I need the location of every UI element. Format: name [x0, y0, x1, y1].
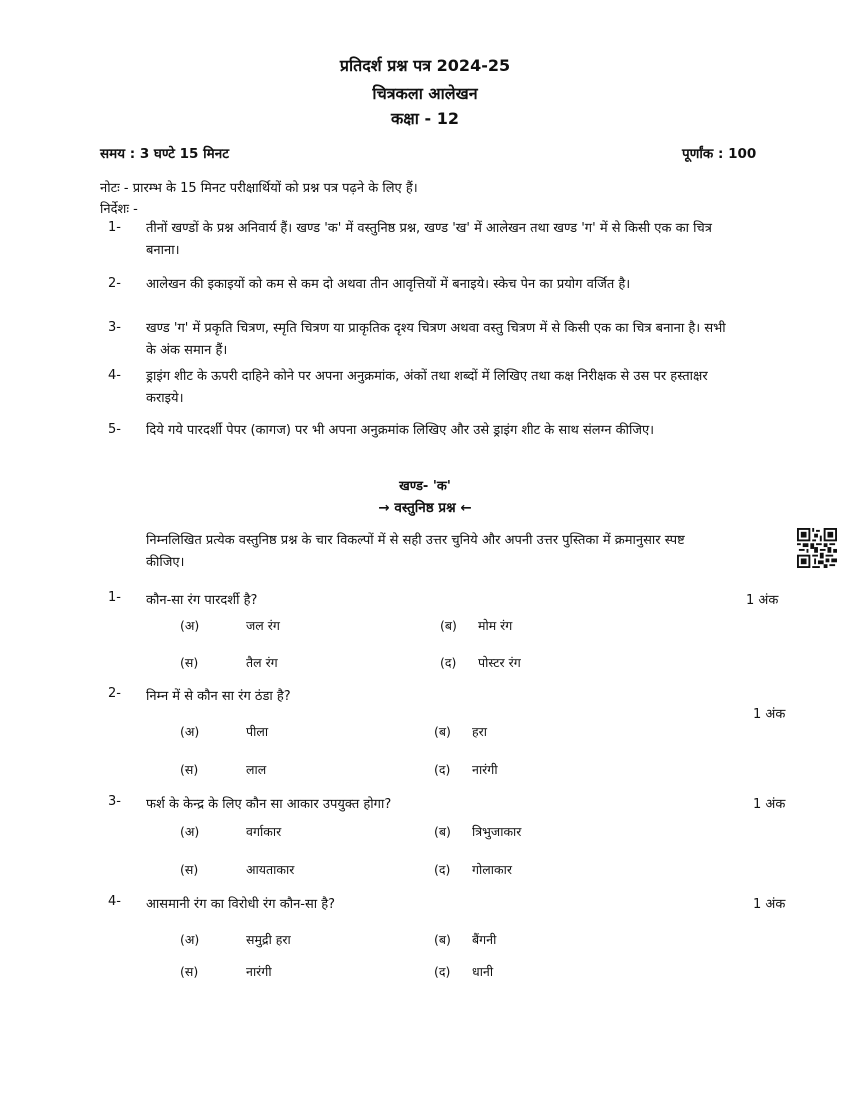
option-label: (द)	[434, 964, 451, 979]
option-label: (स)	[180, 964, 199, 979]
paper-title: प्रतिदर्श प्रश्न पत्र 2024-25	[339, 56, 511, 75]
directions-label: निर्देशः -	[100, 202, 138, 217]
option-text: वर्गाकार	[246, 824, 282, 839]
question-number: 1-	[108, 590, 121, 605]
option-label: (स)	[180, 762, 199, 777]
direction-number: 1-	[108, 220, 121, 235]
option-text: नारंगी	[472, 762, 498, 777]
direction-text: तीनों खण्डों के प्रश्न अनिवार्य हैं। खण्ड 'क' में वस्तुनिष्ठ प्रश्न, खण्ड 'ख' में आलेखन तथा खण्ड 'ग' में से किसी एक का चित्र बनाना।	[146, 221, 712, 258]
option-text: पोस्टर रंग	[478, 655, 521, 670]
question-text: कौन-सा रंग पारदर्शी है?	[146, 593, 258, 608]
question-text: निम्न में से कौन सा रंग ठंडा है?	[146, 689, 291, 704]
option-text: लाल	[246, 762, 267, 777]
section-subtitle: → वस्तुनिष्ठ प्रश्न ←	[378, 500, 472, 516]
direction-text: खण्ड 'ग' में प्रकृति चित्रण, स्मृति चित्रण या प्राकृतिक दृश्य चित्रण अथवा वस्तु चित्रण में से किसी एक का चित्र बनाना है। सभी के अंक समान हैं।	[146, 321, 726, 358]
option-text: नारंगी	[246, 964, 272, 979]
section-title: खण्ड- 'क'	[399, 479, 451, 494]
subject-title: चित्रकला आलेखन	[372, 84, 478, 103]
question-number: 4-	[108, 894, 121, 909]
total-marks: पूर्णांक : 100	[682, 146, 757, 162]
option-text: धानी	[472, 964, 494, 979]
option-label: (स)	[180, 862, 199, 877]
option-text: मोम रंग	[478, 618, 513, 633]
question-number: 3-	[108, 794, 121, 809]
direction-text: आलेखन की इकाइयों को कम से कम दो अथवा तीन आवृत्तियों में बनाइये। स्केच पेन का प्रयोग वर्जित है।	[146, 277, 631, 292]
option-text: गोलाकार	[472, 862, 512, 877]
option-label: (अ)	[180, 824, 200, 839]
option-text: बैंगनी	[472, 932, 497, 947]
direction-number: 3-	[108, 320, 121, 335]
direction-number: 5-	[108, 422, 121, 437]
option-label: (द)	[434, 762, 451, 777]
option-text: हरा	[472, 724, 487, 739]
direction-number: 2-	[108, 276, 121, 291]
question-marks: 1 अंक	[746, 593, 779, 608]
option-label: (ब)	[434, 932, 451, 947]
option-text: त्रिभुजाकार	[472, 824, 522, 839]
option-label: (स)	[180, 655, 199, 670]
direction-text: दिये गये पारदर्शी पेपर (कागज) पर भी अपना अनुक्रमांक लिखिए और उसे ड्राइंग शीट के साथ संलग्न कीजिए।	[146, 423, 655, 438]
question-text: आसमानी रंग का विरोधी रंग कौन-सा है?	[146, 897, 336, 912]
option-label: (अ)	[180, 932, 200, 947]
question-number: 2-	[108, 686, 121, 701]
class-label: कक्षा - 12	[391, 109, 459, 128]
qr-code-icon	[797, 527, 837, 569]
direction-text: ड्राइंग शीट के ऊपरी दाहिने कोने पर अपना अनुक्रमांक, अंकों तथा शब्दों में लिखिए तथा कक्ष निरीक्षक से उस पर हस्ताक्षर कराइये।	[146, 369, 708, 406]
direction-number: 4-	[108, 368, 121, 383]
option-text: जल रंग	[246, 618, 280, 633]
option-label: (अ)	[180, 724, 200, 739]
option-text: पीला	[246, 724, 269, 739]
option-text: समुद्री हरा	[246, 932, 291, 947]
note-text: नोटः - प्रारम्भ के 15 मिनट परीक्षार्थियों को प्रश्न पत्र पढ़ने के लिए हैं।	[100, 181, 418, 196]
option-label: (द)	[434, 862, 451, 877]
question-marks: 1 अंक	[753, 707, 786, 722]
option-label: (द)	[440, 655, 457, 670]
option-label: (ब)	[434, 824, 451, 839]
option-label: (ब)	[440, 618, 457, 633]
time-label: समय : 3 घण्टे 15 मिनट	[100, 146, 230, 162]
option-text: आयताकार	[246, 862, 295, 877]
question-marks: 1 अंक	[753, 797, 786, 812]
question-text: फर्श के केन्द्र के लिए कौन सा आकार उपयुक्त होगा?	[146, 797, 392, 812]
question-marks: 1 अंक	[753, 897, 786, 912]
option-text: तैल रंग	[246, 655, 278, 670]
option-label: (ब)	[434, 724, 451, 739]
option-label: (अ)	[180, 618, 200, 633]
section-instruction: निम्नलिखित प्रत्येक वस्तुनिष्ठ प्रश्न के चार विकल्पों में से सही उत्तर चुनिये और अपनी उत्तर पुस्तिका में क्रमानुसार स्पष्ट कीजिए।	[146, 533, 685, 570]
